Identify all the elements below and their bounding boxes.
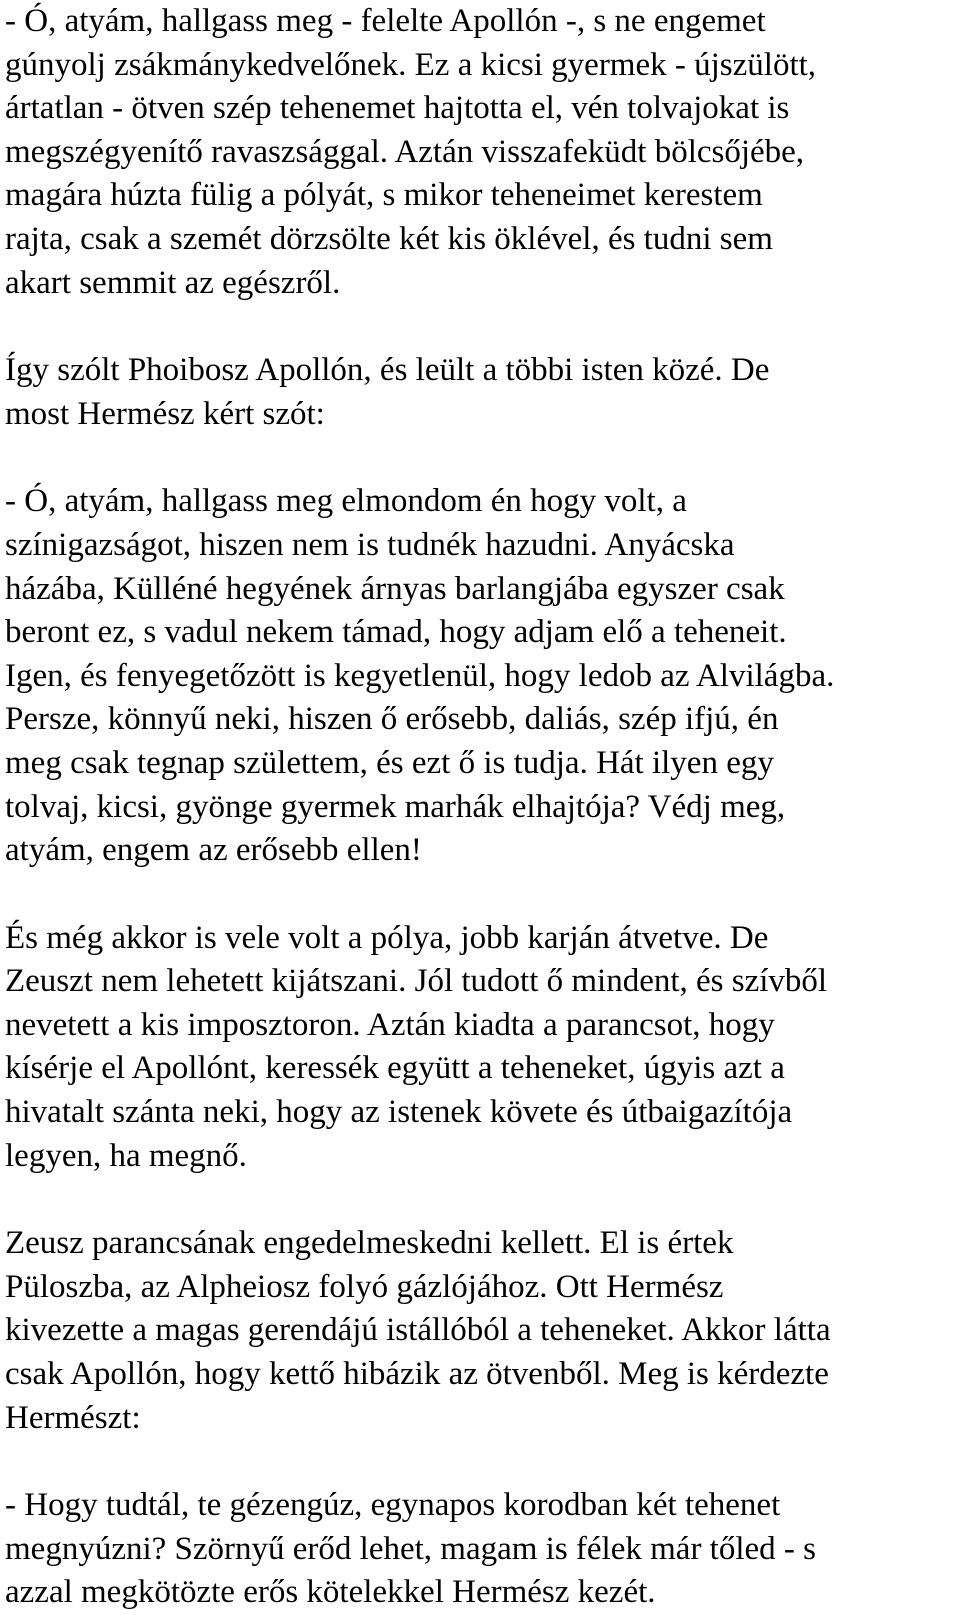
text-line: Zeusz parancsának engedelmeskedni kellett. El is értek [5,1225,734,1262]
text-line: - Hogy tudtál, te gézengúz, egynapos korodban két tehenet [5,1487,781,1524]
text-line: Püloszba, az Alpheiosz folyó gázlójához. Ott Hermész [5,1268,724,1305]
text-line: gúnyolj zsákmánykedvelőnek. Ez a kicsi gyermek - újszülött, [5,46,817,83]
text-line: Hermészt: [5,1399,141,1436]
text-line: Persze, könnyű neki, hiszen ő erősebb, daliás, szép ifjú, én [5,701,779,738]
text-line: rajta, csak a szemét dörzsölte két kis öklével, és tudni sem [5,220,773,257]
text-line: megnyúzni? Szörnyű erőd lehet, magam is félek már tőled - s [5,1530,816,1567]
text-line: ártatlan - ötven szép tehenemet hajtotta el, vén tolvajokat is [5,90,790,127]
paragraph-zeus-decision [5,917,957,1179]
text-line: azzal megkötözte erős kötelekkel Hermész kezét. [5,1574,656,1611]
text-line: És még akkor is vele volt a pólya, jobb karján átvetve. De [5,919,769,956]
document-page [5,0,957,1615]
paragraph-hermes-defense [5,480,957,872]
text-line: Zeuszt nem lehetett kijátszani. Jól tudott ő mindent, és szívből [5,963,828,1000]
paragraph-narration [5,349,957,436]
text-line: meg csak tegnap születtem, és ezt ő is tudja. Hát ilyen egy [5,744,774,781]
text-line: most Hermész kért szót: [5,395,325,432]
text-line: Igen, és fenyegetőzött is kegyetlenül, hogy ledob az Alvilágba. [5,657,835,694]
text-line: házába, Külléné hegyének árnyas barlangjába egyszer csak [5,570,785,607]
text-line: hivatalt szánta neki, hogy az istenek követe és útbaigazítója [5,1094,793,1131]
text-line: színigazságot, hiszen nem is tudnék hazudni. Anyácska [5,526,735,563]
text-line: nevetett a kis imposztoron. Aztán kiadta a parancsot, hogy [5,1006,775,1043]
text-line: atyám, engem az erősebb ellen! [5,832,422,869]
text-line: legyen, ha megnő. [5,1137,247,1174]
paragraph-apollo-binds-hermes [5,1484,957,1615]
text-line: Így szólt Phoibosz Apollón, és leült a többi isten közé. De [5,352,770,389]
text-line: magára húzta fülig a pólyát, s mikor teheneimet kerestem [5,177,763,214]
text-line: kivezette a magas gerendájú istállóból a teheneket. Akkor látta [5,1312,831,1349]
text-line: megszégyenítő ravaszsággal. Aztán visszafeküdt bölcsőjébe, [5,133,805,170]
text-line: - Ó, atyám, hallgass meg elmondom én hogy volt, a [5,483,687,520]
text-line: csak Apollón, hogy kettő hibázik az ötvenből. Meg is kérdezte [5,1356,829,1393]
paragraph-apollo-complaint [5,0,957,305]
text-line: akart semmit az egészről. [5,264,341,301]
text-line: beront ez, s vadul nekem támad, hogy adjam elő a teheneit. [5,614,787,651]
text-line: - Ó, atyám, hallgass meg - felelte Apollón -, s ne engemet [5,3,766,39]
text-line: kísérje el Apollónt, keressék együtt a teheneket, úgyis azt a [5,1050,785,1087]
text-line: tolvaj, kicsi, gyönge gyermek marhák elhajtója? Védj meg, [5,788,786,825]
paragraph-pylos [5,1222,957,1440]
